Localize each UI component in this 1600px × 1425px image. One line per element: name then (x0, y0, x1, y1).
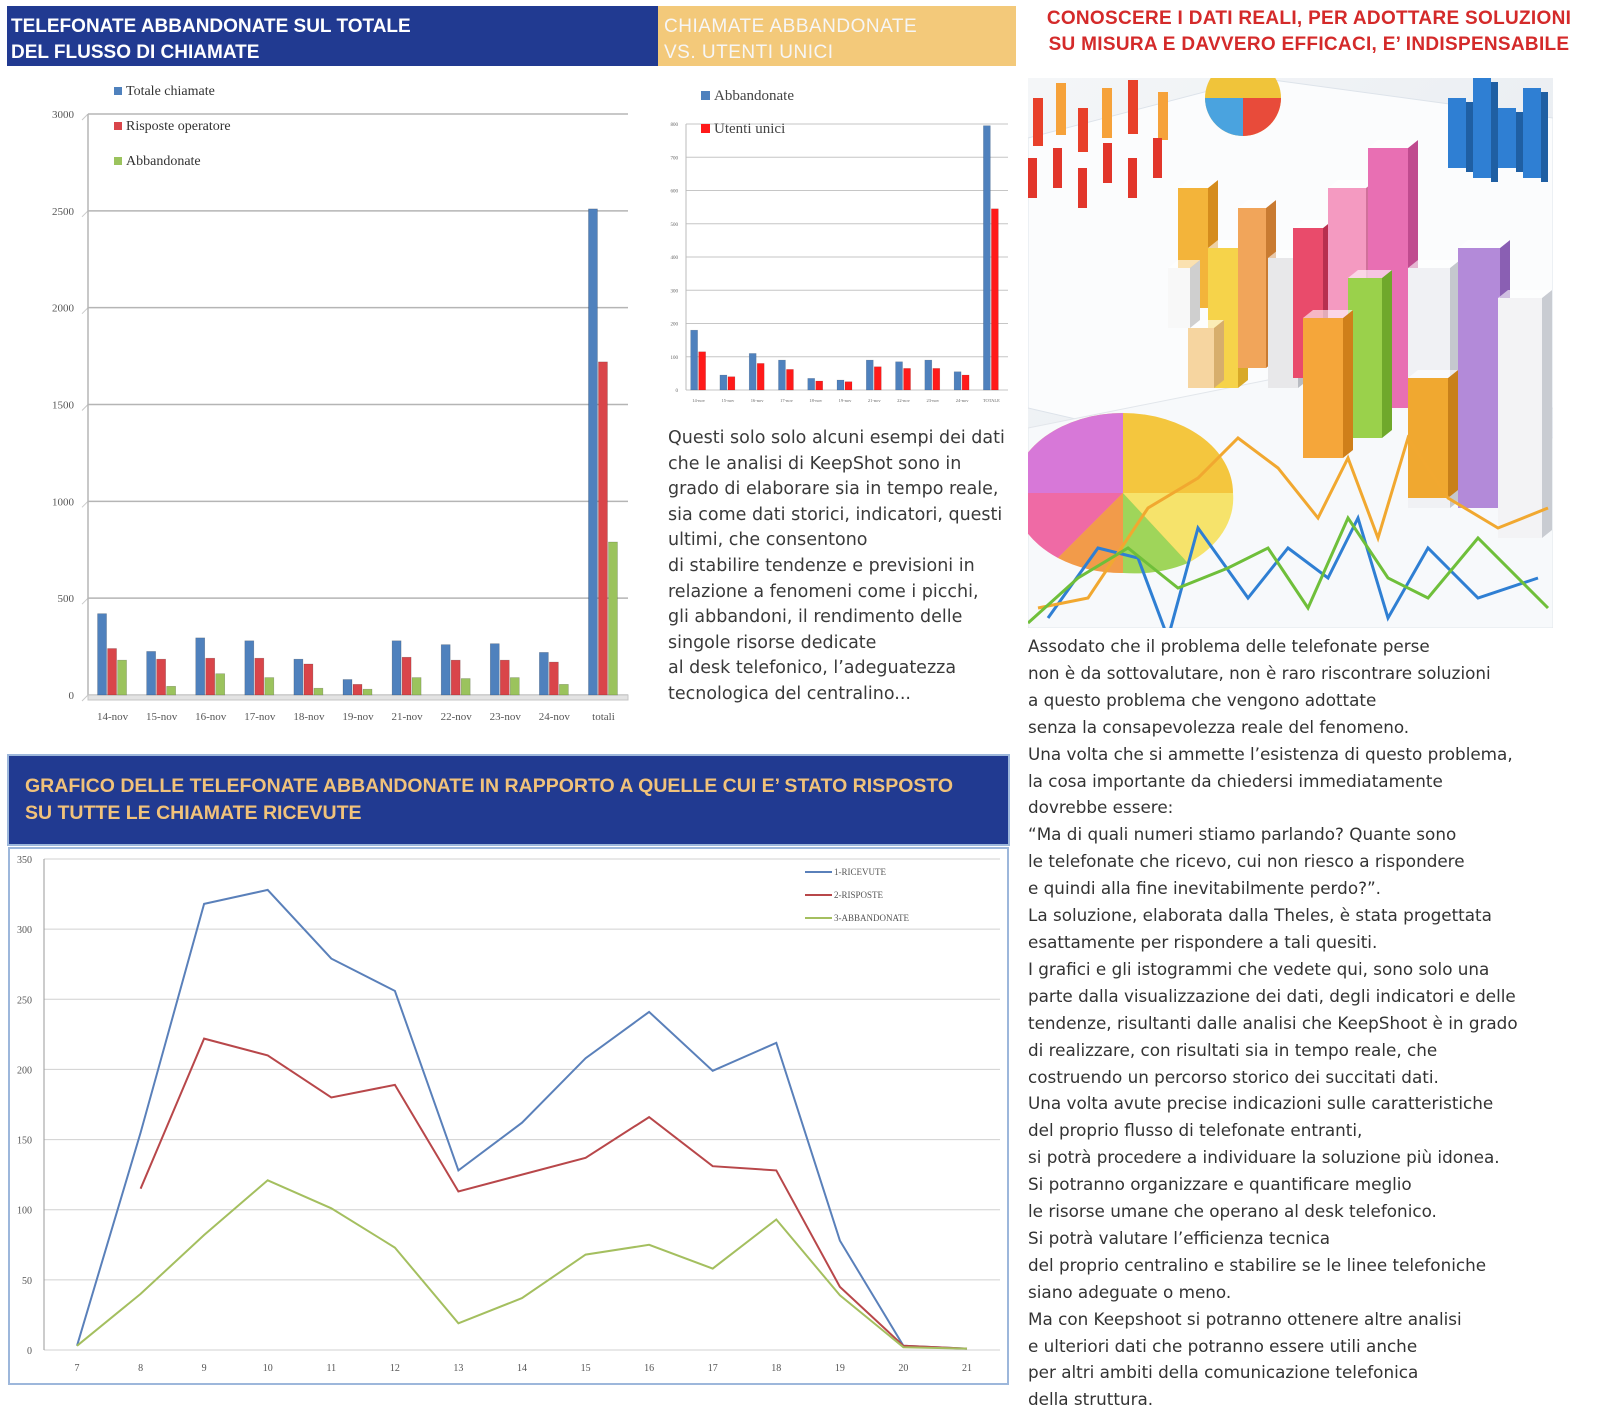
x-tick-label: 14-nov (692, 398, 706, 403)
y-tick-label: 100 (17, 1205, 32, 1217)
legend-label: Abbandonate (126, 154, 201, 169)
bar-2-23-nov (500, 660, 509, 695)
line-chart-header (7, 754, 1010, 846)
bar-chart-header-line2: DEL FLUSSO DI CHIAMATE (11, 42, 260, 63)
legend-label: Risposte operatore (126, 119, 231, 134)
y-tick-label: 200 (670, 322, 678, 328)
bar-1-21-nov (866, 360, 873, 390)
x-tick-label: 24-nov (538, 711, 570, 723)
small-chart-legend (701, 88, 794, 137)
x-tick-label: 19-nov (838, 398, 852, 403)
bar-1-16-nov (749, 353, 756, 390)
bar-3-21-nov (412, 678, 421, 695)
bar-1-TOTALE (983, 126, 990, 390)
y-tick-label: 1500 (52, 399, 74, 412)
y-tick-label: 150 (17, 1135, 32, 1147)
x-tick-label: 14 (517, 1363, 527, 1374)
bar-3-24-nov (559, 684, 568, 695)
y-tick-label: 700 (670, 156, 678, 162)
x-tick-label: 24-nov (955, 398, 969, 403)
calls-line-chart (0, 845, 1012, 1390)
bar-2-21-nov (402, 657, 411, 695)
legend-swatch (701, 91, 710, 100)
bar-2-TOTALE (991, 209, 998, 390)
bar-1-19-nov (837, 380, 844, 390)
y-tick-label: 800 (670, 123, 678, 128)
y-tick-label: 0 (27, 1346, 32, 1357)
x-tick-label: 15 (580, 1363, 591, 1374)
line-chart-legend (805, 867, 909, 923)
x-tick-label: 18 (771, 1363, 782, 1374)
y-tick-label: 50 (22, 1275, 32, 1287)
bar-1-14-nov (98, 614, 107, 695)
page-headline (1026, 6, 1592, 62)
bar-3-16-nov (216, 674, 225, 695)
x-tick-label: 23-nov (489, 711, 521, 723)
legend-label: 3-ABBANDONATE (834, 913, 909, 923)
small-chart-grid (686, 124, 1008, 390)
bar-1-22-nov (896, 362, 903, 390)
bar-3-15-nov (167, 686, 176, 695)
bar-chart-grid (82, 114, 628, 701)
bar-chart-legend (114, 84, 231, 169)
y-tick-label: 350 (17, 855, 32, 866)
x-tick-label: 19-nov (342, 711, 374, 723)
x-tick-label: 22-nov (897, 398, 910, 403)
bar-1-17-nov (245, 641, 254, 695)
bar-2-21-nov (874, 367, 881, 390)
legend-label: 2-RISPOSTE (834, 890, 884, 900)
bar-2-18-nov (816, 381, 823, 390)
bar-1-totali (588, 209, 597, 695)
analysis-description: Questi solo solo alcuni esempi dei dati che le analisi di KeepShot sono in grado di elaborare sia in tempo reale, sia come dati storici, indicatori, questi ultimi, che consentono di stabilire tendenze e previsioni in relazione a fenomeni come i picchi, gli abbandoni, il rendimento delle singole risorse dedicate al desk telefonico, l’adeguatezza tecnologica del centralino... (668, 428, 1005, 704)
bar-2-16-nov (206, 658, 215, 695)
bar-2-17-nov (786, 369, 793, 390)
bar-2-22-nov (904, 368, 911, 390)
bar-1-17-nov (778, 360, 785, 390)
y-tick-label: 500 (57, 593, 74, 606)
x-tick-label: 15-nov (146, 711, 178, 723)
y-tick-label: 250 (17, 995, 32, 1007)
y-tick-label: 2000 (52, 302, 74, 315)
y-tick-label: 300 (17, 925, 32, 937)
x-tick-label: 20 (898, 1363, 909, 1374)
x-tick-label: 22-nov (440, 711, 472, 723)
line-chart-header-line1: GRAFICO DELLE TELEFONATE ABBANDONATE IN RAPPORTO A QUELLE CUI E’ STATO RISPOSTO (25, 775, 954, 797)
legend-swatch (701, 124, 710, 133)
legend-label: 1-RICEVUTE (834, 867, 886, 877)
bar-chart-axis (52, 109, 615, 723)
bar-3-14-nov (118, 660, 127, 695)
y-tick-label: 1000 (52, 496, 74, 509)
x-tick-label: 9 (201, 1363, 207, 1374)
bar-2-17-nov (255, 658, 264, 695)
bar-1-18-nov (808, 378, 815, 390)
bar-2-14-nov (108, 649, 117, 695)
page-headline-line2: SU MISURA E DAVVERO EFFICACI, E’ INDISPENSABILE (1048, 34, 1570, 55)
x-tick-label: 13 (453, 1363, 464, 1374)
solution-description: Assodato che il problema delle telefonate perse non è da sottovalutare, non è raro riscontrare soluzioni a questo problema che vengono adottate senza la consapevolezza reale del fenomeno. Una volta che si ammette l’esistenza di questo problema, la cosa importante da chiedersi immediatamente dovrebbe essere: “Ma di quali numeri stiamo parlando? Quante sono le telefonate che ricevo, cui non riesco a rispondere e quindi alla fine inevitabilmente perdo?”. La soluzione, elaborata dalla Theles, è stata progettata esattamente per rispondere a tali quesiti. I grafici e gli istogrammi che vedete qui, sono solo una parte dalla visualizzazione dei dati, degli indicatori e delle tendenze, risultanti dalle analisi che KeepShoot è in grado di realizzare, con risultati sia in tempo reale, che costruendo un percorso storico dei succitati dati. Una volta avute precise indicazioni sulle caratteristiche del proprio flusso di telefonate entranti, si potrà procedere a individuare la soluzione più idonea. Si potranno organizzare e quantificare meglio le risorse umane che operano al desk telefonico. Si potrà valutare l’efficienza tecnica del proprio centralino e stabilire se le linee telefoniche siano adeguate o meno. Ma con Keepshoot si potranno ottenere altre analisi e ulteriori dati che potranno essere utili anche per altri ambiti della comunicazione telefonica della struttura. (1028, 636, 1518, 1410)
bar-chart-bars (98, 209, 618, 695)
charts-illustration (1028, 78, 1553, 628)
x-tick-label: 10 (262, 1363, 273, 1374)
y-tick-label: 0 (675, 389, 678, 394)
line-chart-axis (17, 855, 972, 1374)
x-tick-label: 19 (834, 1363, 845, 1374)
x-tick-label: totali (592, 711, 615, 723)
legend-swatch (114, 122, 122, 130)
small-chart-header-line2: VS. UTENTI UNICI (664, 42, 834, 63)
bar-1-14-nov (691, 330, 698, 390)
bar-chart-header (7, 6, 658, 66)
y-tick-label: 300 (670, 289, 678, 295)
bar-1-24-nov (954, 372, 961, 390)
y-tick-label: 600 (670, 189, 678, 195)
legend-swatch (114, 87, 122, 95)
x-tick-label: 16-nov (195, 711, 227, 723)
bar-3-totali (608, 542, 617, 695)
bar-1-16-nov (196, 638, 205, 695)
abandoned-vs-unique-chart (658, 70, 1016, 415)
bar-1-21-nov (392, 641, 401, 695)
y-tick-label: 100 (670, 355, 678, 361)
y-tick-label: 3000 (52, 109, 74, 121)
line-chart-header-line2: SU TUTTE LE CHIAMATE RICEVUTE (25, 802, 362, 824)
bar-2-24-nov (549, 662, 558, 695)
bar-chart-header-line1: TELEFONATE ABBANDONATE SUL TOTALE (11, 16, 411, 37)
x-tick-label: 7 (74, 1363, 80, 1374)
x-tick-label: 17-nov (244, 711, 276, 723)
bar-2-22-nov (451, 660, 460, 695)
bar-3-18-nov (314, 688, 323, 695)
x-tick-label: 18-nov (293, 711, 325, 723)
legend-label: Totale chiamate (126, 84, 215, 99)
small-chart-header (658, 6, 1016, 66)
x-tick-label: TOTALE (982, 398, 1000, 403)
bar-2-15-nov (728, 377, 735, 390)
x-tick-label: 14-nov (96, 711, 129, 723)
line-chart-grid (44, 859, 1000, 1350)
small-chart-header-line1: CHIAMATE ABBANDONATE (664, 16, 918, 37)
bar-2-23-nov (933, 368, 940, 390)
x-tick-label: 21-nov (867, 398, 881, 403)
x-tick-label: 16-nov (750, 398, 764, 403)
bar-2-totali (598, 362, 607, 695)
small-chart-axis (671, 123, 1001, 403)
y-tick-label: 500 (670, 222, 678, 228)
legend-label: Abbandonate (714, 88, 794, 104)
bar-1-22-nov (441, 645, 450, 695)
x-tick-label: 17-nov (780, 398, 793, 403)
bar-1-19-nov (343, 680, 352, 695)
bar-1-15-nov (147, 651, 156, 695)
bar-3-19-nov (363, 689, 372, 695)
x-tick-label: 16 (644, 1363, 655, 1374)
x-tick-label: 15-nov (721, 398, 735, 403)
legend-swatch (114, 157, 122, 165)
x-tick-label: 21 (962, 1363, 972, 1374)
bar-3-17-nov (265, 678, 274, 695)
bar-1-18-nov (294, 659, 303, 695)
x-tick-label: 17 (707, 1363, 718, 1374)
y-tick-label: 200 (17, 1065, 32, 1077)
y-tick-label: 0 (68, 690, 74, 702)
series-line-3 (77, 1180, 967, 1348)
x-tick-label: 23-nov (926, 398, 940, 403)
bar-2-14-nov (699, 352, 706, 390)
bar-1-23-nov (490, 644, 499, 695)
bar-3-23-nov (510, 678, 519, 695)
bar-2-18-nov (304, 664, 313, 695)
x-tick-label: 11 (326, 1363, 337, 1374)
bar-1-15-nov (720, 375, 727, 390)
legend-label: Utenti unici (714, 121, 786, 137)
bar-2-24-nov (962, 375, 969, 390)
page-headline-line1: CONOSCERE I DATI REALI, PER ADOTTARE SOLUZIONI (1046, 8, 1572, 29)
x-tick-label: 21-nov (391, 711, 423, 723)
illustration-shapes (1028, 78, 1553, 628)
bar-3-22-nov (461, 679, 470, 695)
bar-1-23-nov (925, 360, 932, 390)
x-tick-label: 8 (138, 1363, 144, 1374)
bar-2-19-nov (845, 382, 852, 390)
y-tick-label: 2500 (52, 205, 74, 218)
x-tick-label: 12 (389, 1363, 400, 1374)
y-tick-label: 400 (670, 256, 678, 261)
x-tick-label: 18-nov (809, 398, 823, 403)
small-chart-bars (691, 126, 999, 390)
bar-1-24-nov (539, 652, 548, 695)
bar-2-19-nov (353, 684, 362, 695)
calls-bar-chart (0, 70, 660, 740)
series-line-2 (141, 1039, 967, 1349)
bar-2-16-nov (757, 363, 764, 390)
bar-2-15-nov (157, 659, 166, 695)
